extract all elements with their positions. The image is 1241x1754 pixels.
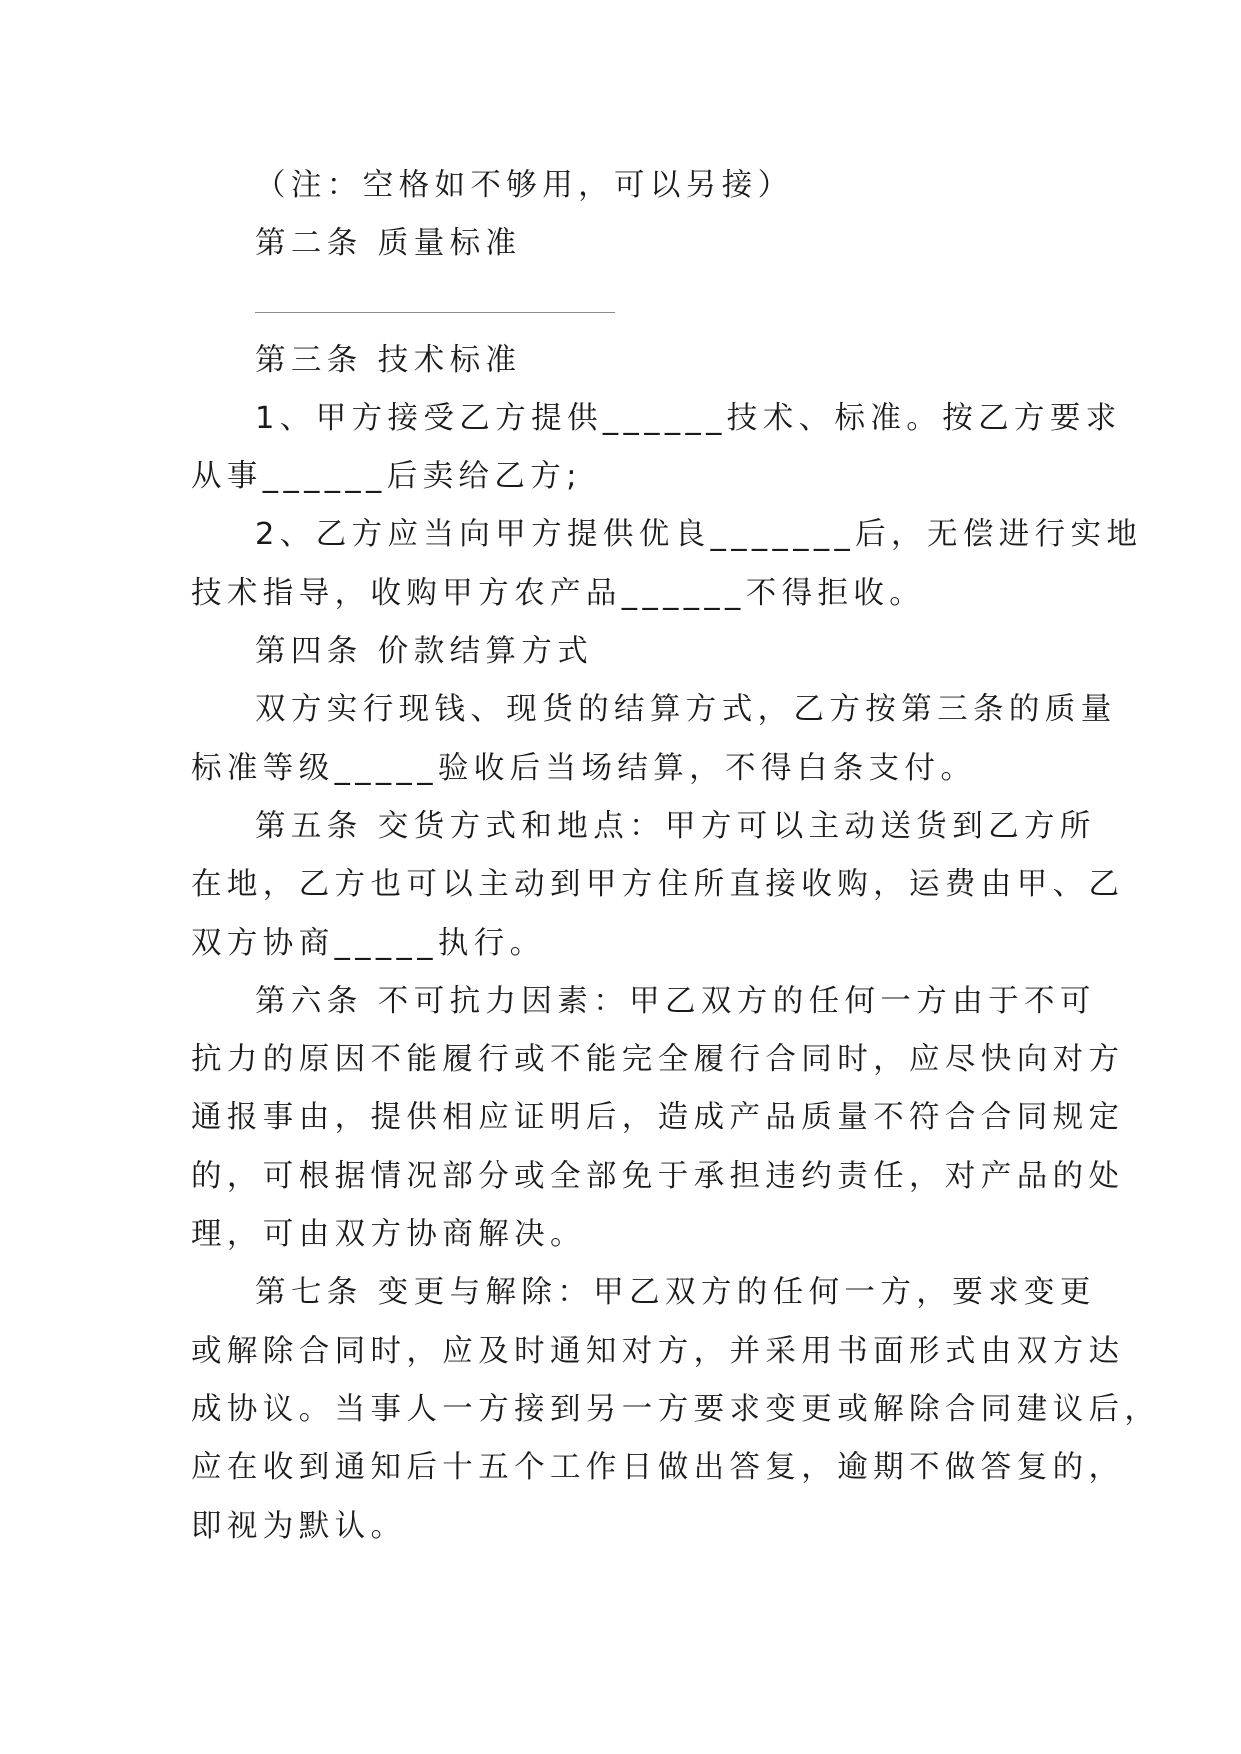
article-6-line-2: 抗力的原因不能履行或不能完全履行合同时，应尽快向对方 xyxy=(191,1042,1125,1078)
note-line: （注：空格如不够用，可以另接） xyxy=(255,168,794,203)
article-3-item-1-line-1: 1、甲方接受乙方提供______技术、标准。按乙方要求 xyxy=(255,400,1122,436)
article-4-body-line-2: 标准等级_____验收后当场结算，不得白条支付。 xyxy=(191,750,977,786)
article-6-line-1: 第六条 不可抗力因素：甲乙双方的任何一方由于不可 xyxy=(255,983,1096,1019)
article-7-line-1: 第七条 变更与解除：甲乙双方的任何一方，要求变更 xyxy=(255,1275,1096,1311)
article-5-line-2: 在地，乙方也可以主动到甲方住所直接收购，运费由甲、乙 xyxy=(191,867,1125,903)
article-2-heading: 第二条 质量标准 xyxy=(255,226,522,262)
article-6-line-4: 的，可根据情况部分或全部免于承担违约责任，对产品的处 xyxy=(191,1158,1125,1194)
article-7-line-5: 即视为默认。 xyxy=(191,1508,407,1544)
article-2-fill-blank xyxy=(191,274,1041,332)
article-3-item-2-line-1: 2、乙方应当向甲方提供优良_______后，无偿进行实地 xyxy=(255,517,1143,553)
article-5-line-3: 双方协商_____执行。 xyxy=(191,925,546,961)
article-3-heading: 第三条 技术标准 xyxy=(255,342,522,378)
article-3-item-1-line-2: 从事______后卖给乙方; xyxy=(191,459,582,495)
article-7-line-3: 成协议。当事人一方接到另一方要求变更或解除合同建议后， xyxy=(191,1391,1161,1427)
article-3-item-2-line-2: 技术指导，收购甲方农产品______不得拒收。 xyxy=(191,575,926,611)
article-6-line-5: 理，可由双方协商解决。 xyxy=(191,1217,586,1253)
article-4-body-line-1: 双方实行现钱、现货的结算方式，乙方按第三条的质量 xyxy=(255,692,1117,728)
contract-body xyxy=(191,157,1161,1556)
article-7-line-2: 或解除合同时，应及时通知对方，并采用书面形式由双方达 xyxy=(191,1333,1125,1369)
article-6-line-3: 通报事由，提供相应证明后，造成产品质量不符合合同规定 xyxy=(191,1100,1125,1136)
article-5-line-1: 第五条 交货方式和地点：甲方可以主动送货到乙方所 xyxy=(255,808,1096,844)
article-4-heading: 第四条 价款结算方式 xyxy=(255,634,594,670)
blank-underline xyxy=(255,312,615,313)
article-7-line-4: 应在收到通知后十五个工作日做出答复，逾期不做答复的， xyxy=(191,1450,1125,1486)
